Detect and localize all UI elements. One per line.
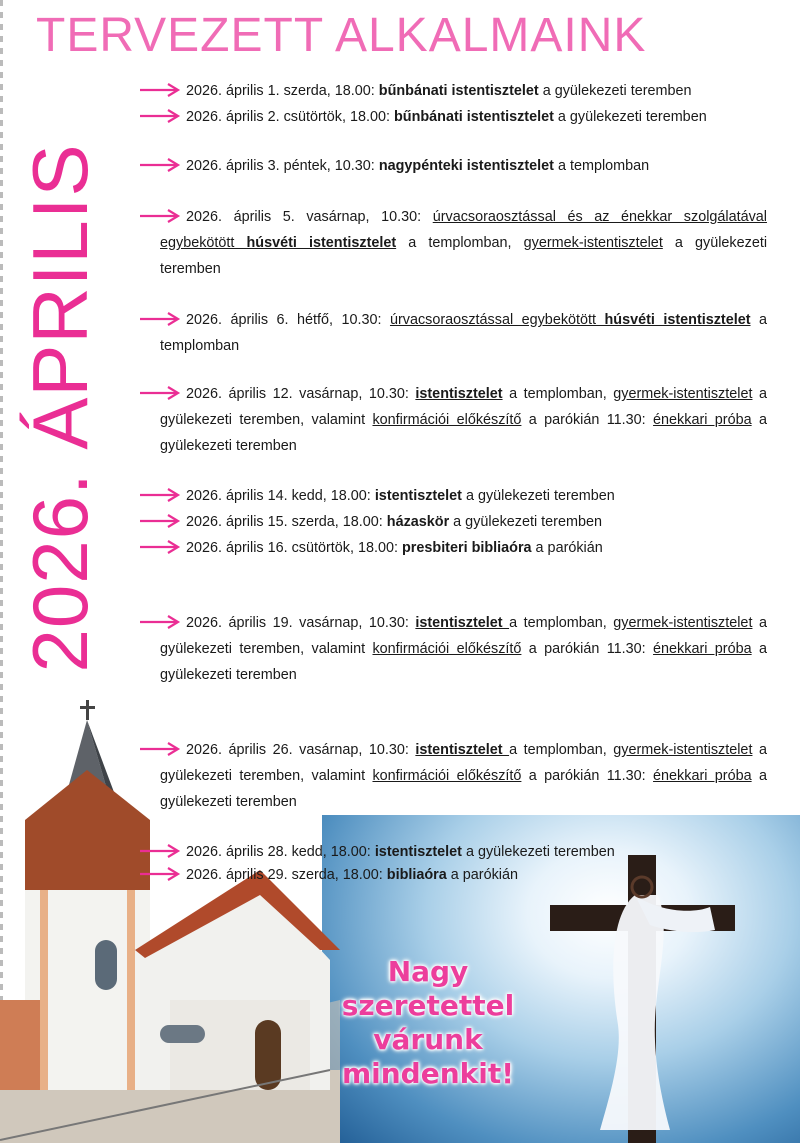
event-text: 2026. április 2. csütörtök, 18.00: <box>186 109 394 125</box>
event-text: a gyülekezeti teremben <box>160 235 768 277</box>
event-text: gyermek-istentisztelet <box>613 386 753 402</box>
arrow-right-icon <box>138 615 182 629</box>
event-text: húsvéti istentisztelet <box>246 235 397 251</box>
event-text: a parókián 11.30: <box>521 768 654 784</box>
event-text: énekkari próba <box>653 641 752 657</box>
event-text: a parókián 11.30: <box>521 641 654 657</box>
event-text: istentisztelet <box>374 488 462 504</box>
event-text: húsvéti istentisztelet <box>604 312 751 328</box>
event-text: 2026. április 5. vasárnap, 10.30: <box>186 209 433 225</box>
page-title: TERVEZETT ALKALMAINK <box>36 9 647 62</box>
event-text: a templomban, <box>509 615 614 631</box>
event-text: bibliaóra <box>386 867 447 883</box>
event-text: 2026. április 3. péntek, 10.30: <box>186 158 379 174</box>
event-text: bűnbánati istentisztelet <box>393 109 554 125</box>
event-text: bűnbánati istentisztelet <box>378 83 539 99</box>
event-text: 2026. április 19. vasárnap, 10.30: <box>186 615 416 631</box>
event-text: a gyülekezeti teremben <box>160 641 767 683</box>
arrow-right-icon <box>138 386 182 400</box>
event-text: úrvacsoraosztással egybekötött <box>389 312 605 328</box>
slogan-line: szeretettel <box>341 989 515 1022</box>
arrow-right-icon <box>138 109 182 123</box>
event-text: a gyülekezeti teremben <box>461 488 615 504</box>
event-text: istentisztelet <box>415 742 510 758</box>
arrow-right-icon <box>138 742 182 756</box>
event-text: 2026. április 14. kedd, 18.00: <box>186 488 375 504</box>
arrow-right-icon <box>138 83 182 97</box>
arrow-right-icon <box>138 540 182 554</box>
month-heading: 2026. ÁPRILIS <box>16 143 104 673</box>
event-text: a templomban, <box>396 235 524 251</box>
event-item <box>160 307 767 359</box>
event-text: a templomban, <box>509 742 614 758</box>
event-text: 2026. április 1. szerda, 18.00: <box>186 83 379 99</box>
event-text: gyermek-istentisztelet <box>523 235 663 251</box>
event-item <box>160 610 767 688</box>
arrow-right-icon <box>138 867 182 881</box>
event-text: 2026. április 15. szerda, 18.00: <box>186 514 387 530</box>
event-item <box>160 862 767 888</box>
event-text: a parókián <box>446 867 518 883</box>
event-text: 2026. április 12. vasárnap, 10.30: <box>186 386 416 402</box>
event-text: 2026. április 29. szerda, 18.00: <box>186 867 387 883</box>
event-text: istentisztelet <box>415 615 510 631</box>
event-item <box>160 535 767 561</box>
event-text: konfirmációi előkészítő <box>372 768 522 784</box>
event-text: nagypénteki istentisztelet <box>378 158 554 174</box>
slogan-line: mindenkit! <box>341 1057 515 1090</box>
event-text: a gyülekezeti teremben, valamint <box>160 386 767 428</box>
cross-icon <box>540 855 740 1143</box>
event-text: a gyülekezeti teremben <box>160 412 767 454</box>
arrow-right-icon <box>138 158 182 172</box>
event-text: gyermek-istentisztelet <box>613 615 753 631</box>
event-item <box>160 104 767 130</box>
event-text: énekkari próba <box>653 768 752 784</box>
event-text: a gyülekezeti teremben <box>461 844 615 860</box>
event-text: 2026. április 16. csütörtök, 18.00: <box>186 540 402 556</box>
event-text: a gyülekezeti teremben <box>449 514 602 530</box>
arrow-right-icon <box>138 209 182 223</box>
event-item <box>160 509 767 535</box>
event-text: a templomban <box>160 312 768 354</box>
event-item <box>160 78 767 104</box>
slogan-line: Nagy <box>387 955 469 988</box>
event-item <box>160 381 767 459</box>
event-text: a gyülekezeti teremben <box>538 83 692 99</box>
event-text: házaskör <box>386 514 450 530</box>
event-text: 2026. április 26. vasárnap, 10.30: <box>186 742 416 758</box>
event-item <box>160 483 767 509</box>
arrow-right-icon <box>138 514 182 528</box>
event-text: énekkari próba <box>653 412 752 428</box>
event-text: 2026. április 6. hétfő, 10.30: <box>186 312 390 328</box>
slogan-line: várunk <box>373 1023 483 1056</box>
event-item <box>160 737 767 815</box>
event-text: gyermek-istentisztelet <box>613 742 753 758</box>
event-text: konfirmációi előkészítő <box>372 412 522 428</box>
event-text: a gyülekezeti teremben, valamint <box>160 742 767 784</box>
arrow-right-icon <box>138 488 182 502</box>
event-text: istentisztelet <box>415 386 503 402</box>
arrow-right-icon <box>138 312 182 326</box>
event-text: a gyülekezeti teremben <box>553 109 707 125</box>
event-text: úrvacsoraosztással és az énekkar szolgálatával egybekötött <box>160 209 767 251</box>
event-text: a parókián <box>531 540 603 556</box>
event-text: a parókián 11.30: <box>521 412 654 428</box>
event-text: 2026. április 28. kedd, 18.00: <box>186 844 375 860</box>
event-text: a gyülekezeti teremben <box>160 768 767 810</box>
slogan <box>328 955 528 1091</box>
event-item <box>160 204 767 282</box>
event-text: konfirmációi előkészítő <box>372 641 522 657</box>
event-text: a templomban <box>553 158 650 174</box>
arrow-right-icon <box>138 844 182 858</box>
event-text: presbiteri bibliaóra <box>402 540 532 556</box>
event-text: istentisztelet <box>374 844 462 860</box>
event-text: a gyülekezeti teremben, valamint <box>160 615 767 657</box>
event-text: a templomban, <box>502 386 614 402</box>
event-item <box>160 153 767 179</box>
